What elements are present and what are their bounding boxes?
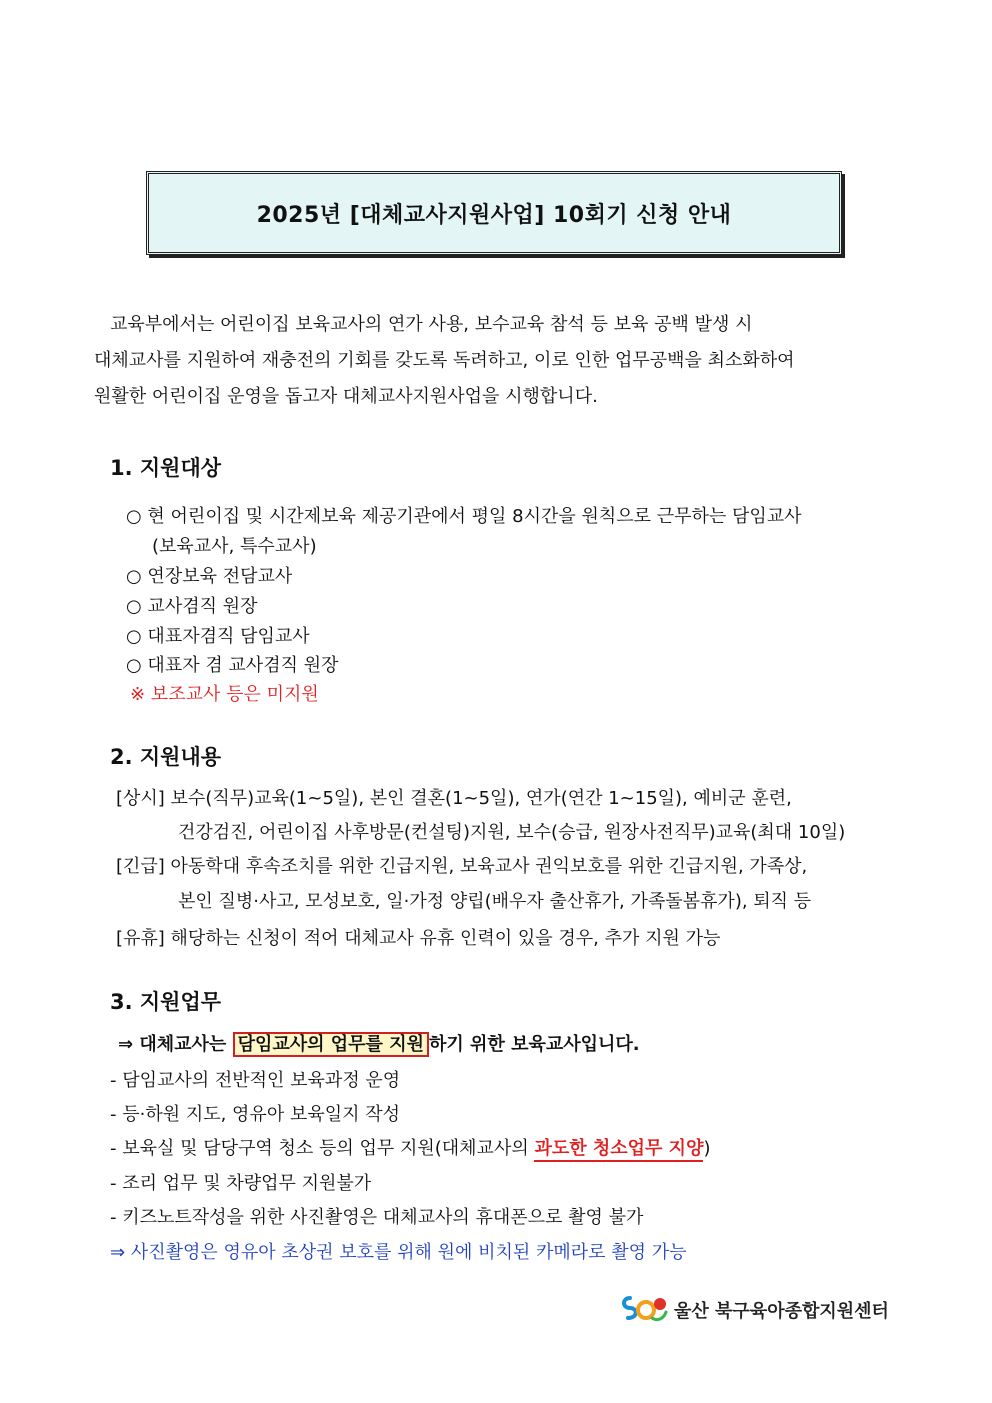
support-work-note: ⇒ 사진촬영은 영유아 초상권 보호를 위해 원에 비치된 카메라로 촬영 가능 [110, 1242, 687, 1263]
support-target-note: ※ 보조교사 등은 미지원 [130, 684, 319, 705]
support-content-line: 본인 질병·사고, 모성보호, 일·가정 양립(배우자 출산휴가, 가족돌봄휴가), 퇴직 등 [178, 891, 812, 912]
lead-highlight: 담임교사의 업무를 지원 [233, 1032, 429, 1057]
intro-line-2: 대체교사를 지원하여 재충전의 기회를 갖도록 독려하고, 이로 인한 업무공백을 최소화하여 [94, 350, 795, 371]
org-name: 울산 북구육아종합지원센터 [674, 1301, 889, 1322]
item3-emphasis: 과도한 청소업무 지양 [534, 1138, 703, 1162]
section-2-heading: 2. 지원내용 [110, 745, 222, 769]
page-title: 2025년 [대체교사지원사업] 10회기 신청 안내 [256, 202, 732, 228]
support-content-line: 건강검진, 어린이집 사후방문(컨설팅)지원, 보수(승급, 원장사전직무)교육(최대 10일) [178, 822, 846, 843]
support-work-item: - 조리 업무 및 차량업무 지원불가 [110, 1173, 372, 1194]
support-work-lead [118, 1030, 640, 1056]
support-work-item [110, 1134, 711, 1160]
center-logo-icon [620, 1292, 668, 1328]
lead-suffix: 하기 위한 보육교사입니다. [428, 1034, 640, 1055]
lead-prefix: ⇒ 대체교사는 [118, 1034, 233, 1055]
title-box [146, 171, 842, 255]
support-content-line: [유휴] 해당하는 신청이 적어 대체교사 유휴 인력이 있을 경우, 추가 지원 가능 [116, 928, 721, 949]
support-target-item: ○ 교사겸직 원장 [126, 596, 258, 617]
section-3-heading: 3. 지원업무 [110, 990, 222, 1014]
support-work-item: - 등·하원 지도, 영유아 보육일지 작성 [110, 1104, 400, 1125]
support-target-item: ○ 연장보육 전담교사 [126, 566, 293, 587]
intro-line-1: 교육부에서는 어린이집 보육교사의 연가 사용, 보수교육 참석 등 보육 공백 발생 시 [110, 314, 753, 335]
support-target-item: ○ 현 어린이집 및 시간제보육 제공기관에서 평일 8시간을 원칙으로 근무하는 담임교사 [126, 506, 802, 527]
support-content-line: [긴급] 아동학대 후속조치를 위한 긴급지원, 보육교사 권익보호를 위한 긴급지원, 가족상, [116, 856, 808, 877]
support-target-item: (보육교사, 특수교사) [152, 536, 317, 557]
item3-suffix: ) [703, 1138, 711, 1159]
footer-logo [620, 1292, 889, 1328]
support-work-item: - 키즈노트작성을 위한 사진촬영은 대체교사의 휴대폰으로 촬영 불가 [110, 1207, 644, 1228]
support-target-item: ○ 대표자 겸 교사겸직 원장 [126, 655, 339, 676]
support-content-line: [상시] 보수(직무)교육(1~5일), 본인 결혼(1~5일), 연가(연간 1~15일), 예비군 훈련, [116, 788, 792, 809]
section-1-heading: 1. 지원대상 [110, 456, 222, 480]
support-target-item: ○ 대표자겸직 담임교사 [126, 626, 310, 647]
support-work-item: - 담임교사의 전반적인 보육과정 운영 [110, 1070, 401, 1091]
item3-prefix: - 보육실 및 담당구역 청소 등의 업무 지원(대체교사의 [110, 1138, 535, 1159]
intro-paragraph [94, 307, 914, 415]
intro-line-3: 원활한 어린이집 운영을 돕고자 대체교사지원사업을 시행합니다. [94, 386, 598, 407]
